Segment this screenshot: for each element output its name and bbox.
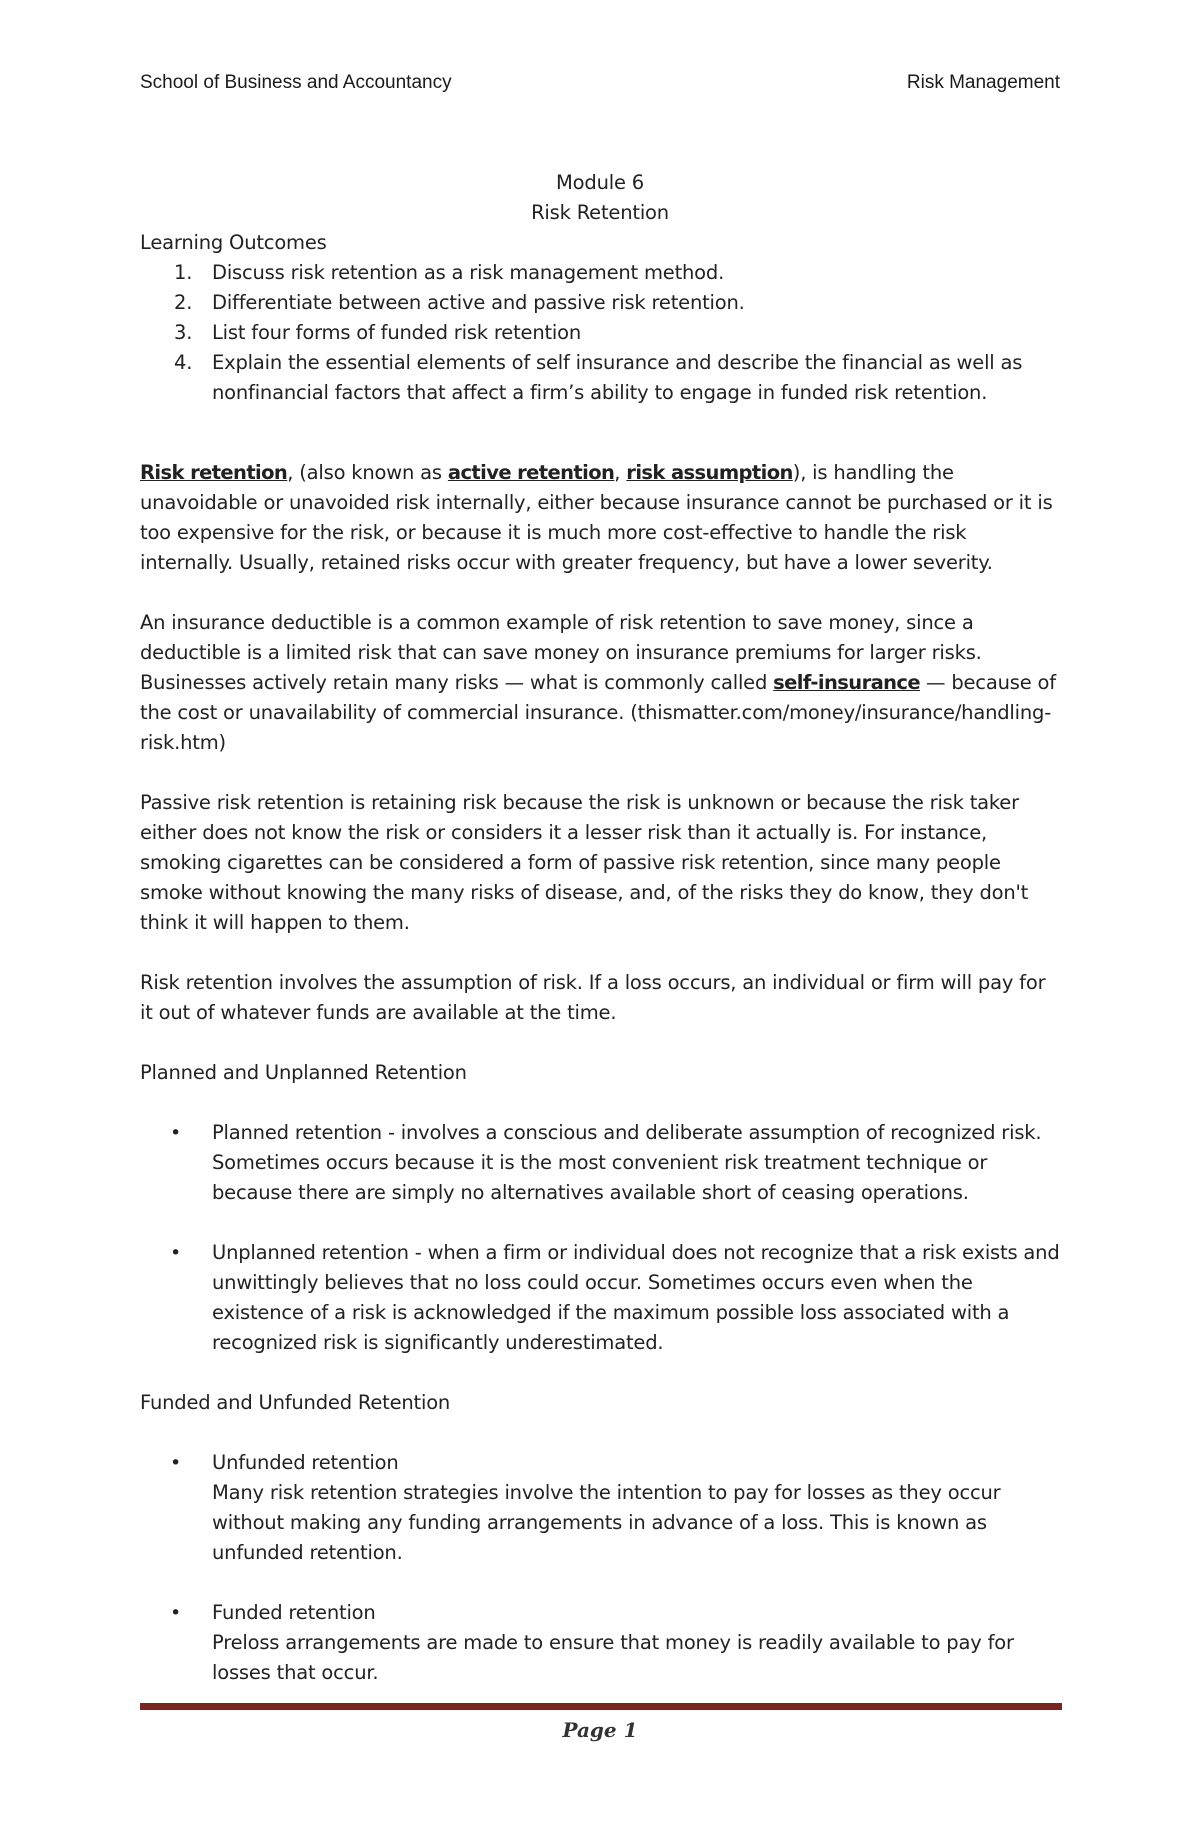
header-school: School of Business and Accountancy (140, 72, 452, 93)
outcome-text: Differentiate between active and passive risk retention. (212, 291, 745, 314)
bullet-icon: • (170, 1602, 182, 1624)
risk-retention-definition: Risk retention, (also known as active retention, risk assumption), is handling the unavoidable or unavoided risk internally, either because insurance cannot be purchased or it is too expensive for the risk, or because it is much more cost-effective to handle the risk internally. Usually, retained risks occur with greater frequency, but have a lower severity. (140, 461, 1053, 574)
outcome-item (140, 318, 1060, 348)
bullet-icon: • (170, 1242, 182, 1264)
outcome-number: 3. (174, 321, 193, 344)
module-number: Module 6 (556, 171, 644, 194)
outcome-text: Discuss risk retention as a risk management method. (212, 261, 725, 284)
outcome-text: List four forms of funded risk retention (212, 321, 582, 344)
unfunded-text: Many risk retention strategies involve the intention to pay for losses as they occur without making any funding arrangements in advance of a loss. This is known as unfunded retention. (212, 1481, 1001, 1564)
list-item: • Unplanned retention - when a firm or individual does not recognize that a risk exists and unwittingly believes that no loss could occur. Sometimes occurs even when the existence of a risk is acknowledged if the maximum possible loss associated with a recognized risk is significantly underestimated. (140, 1238, 1060, 1358)
deductible-paragraph: An insurance deductible is a common example of risk retention to save money, since a deductible is a limited risk that can save money on insurance premiums for larger risks. Businesses actively retain many risks — what is commonly called self-insurance — because of the cost or unavailability of commercial insurance. (thismatter.com/money/insurance/handling-risk.htm) (140, 611, 1056, 754)
outcome-item (140, 288, 1060, 318)
list-item (140, 1448, 1060, 1568)
learning-outcomes-list (140, 258, 1060, 408)
document-body (140, 168, 1060, 1688)
term-self-insurance: self-insurance (773, 671, 921, 694)
outcome-text: Explain the essential elements of self insurance and describe the financial as well as nonfinancial factors that affect a firm’s ability to engage in funded risk retention. (212, 351, 1023, 404)
outcome-item (140, 348, 1060, 408)
list-item (140, 1598, 1060, 1688)
outcome-number: 2. (174, 291, 193, 314)
term-risk-retention: Risk retention (140, 461, 288, 484)
outcome-item (140, 258, 1060, 288)
module-title: Risk Retention (531, 201, 669, 224)
funded-text: Preloss arrangements are made to ensure that money is readily available to pay for losses that occur. (212, 1631, 1014, 1684)
unfunded-title: Unfunded retention (212, 1451, 399, 1474)
list-item: • Planned retention - involves a conscious and deliberate assumption of recognized risk. Sometimes occurs because it is the most convenient risk treatment technique or because there are simply no alternatives available short of ceasing operations. (140, 1118, 1060, 1208)
page-number: Page 1 (562, 1718, 638, 1742)
learning-outcomes-heading: Learning Outcomes (140, 231, 327, 254)
term-active-retention: active retention (447, 461, 615, 484)
outcome-number: 4. (174, 351, 193, 374)
funded-title: Funded retention (212, 1601, 376, 1624)
funded-unfunded-list (140, 1448, 1060, 1688)
footer-rule (140, 1703, 1062, 1710)
bullet-icon: • (170, 1122, 182, 1144)
assumption-paragraph: Risk retention involves the assumption of risk. If a loss occurs, an individual or firm will pay for it out of whatever funds are available at the time. (140, 971, 1046, 1024)
passive-retention-paragraph: Passive risk retention is retaining risk because the risk is unknown or because the risk taker either does not know the risk or considers it a lesser risk than it actually is. For instance, smoking cigarettes can be considered a form of passive risk retention, since many people smoke without knowing the many risks of disease, and, of the risks they do know, they don't think it will happen to them. (140, 791, 1029, 934)
planned-unplanned-list (140, 1118, 1060, 1358)
term-risk-assumption: risk assumption (626, 461, 793, 484)
funded-unfunded-heading: Funded and Unfunded Retention (140, 1391, 451, 1414)
bullet-icon: • (170, 1452, 182, 1474)
outcome-number: 1. (174, 261, 193, 284)
planned-unplanned-heading: Planned and Unplanned Retention (140, 1061, 467, 1084)
header-subject: Risk Management (906, 72, 1060, 93)
